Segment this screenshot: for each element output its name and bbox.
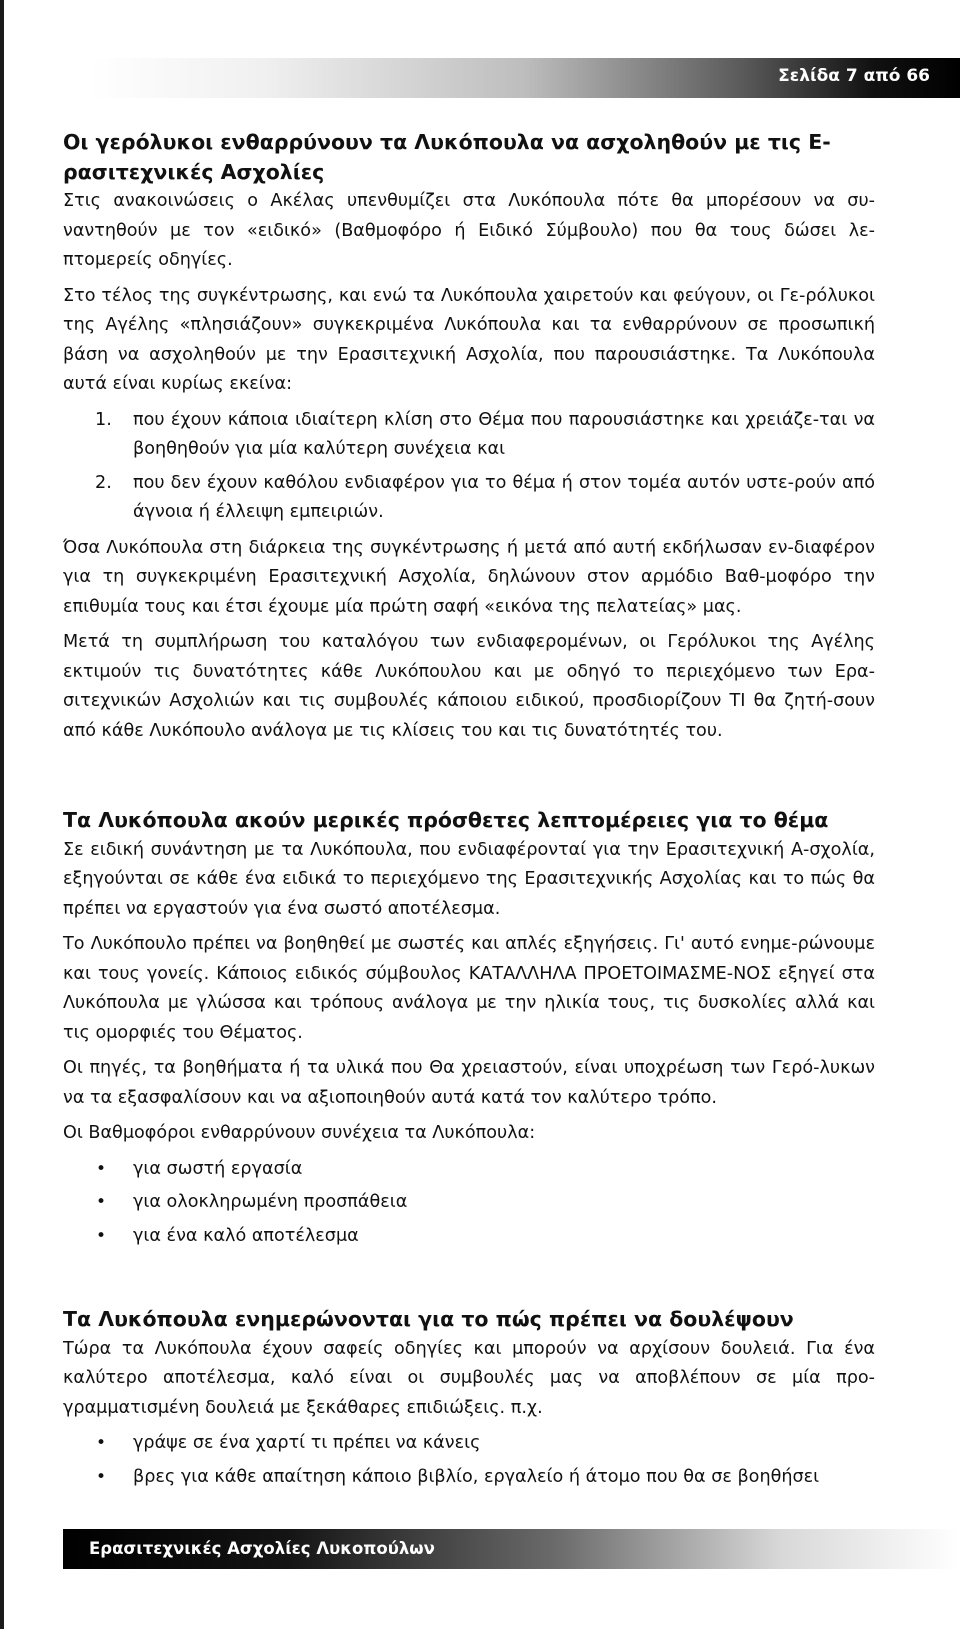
page-footer-bar [63, 1529, 960, 1569]
list-item-text: που δεν έχουν καθόλου ενδιαφέρον για το θέμα ή στον τομέα αυτόν υστε-ρούν από άγνοια ή έλλειψη εμπειριών. [133, 472, 875, 522]
paragraph: Όσα Λυκόπουλα στη διάρκεια της συγκέντρωσης ή μετά από αυτή εκδήλωσαν εν-διαφέρον για τη συγκεκριμένη Ερασιτεχνική Ασχολία, δηλώνουν στον αρμόδιο Βαθ-μοφόρο την επιθυμία τους και έτσι έχουμε μία πρώτη σαφή «εικόνα της πελατείας» μας. [63, 537, 875, 617]
section-heading: Τα Λυκόπουλα ακούν μερικές πρόσθετες λεπτομέρειες για το θέμα [63, 808, 829, 832]
bullet-icon: • [96, 1192, 107, 1212]
list-item [63, 406, 875, 465]
section-heading: Τα Λυκόπουλα ενημερώνονται για το πώς πρέπει να δουλέψουν [63, 1307, 794, 1331]
paragraph: Οι Βαθμοφόροι ενθαρρύνουν συνέχεια τα Λυκόπουλα: [63, 1123, 536, 1143]
paragraph: Σε ειδική συνάντηση με τα Λυκόπουλα, που ενδιαφέρονταί για την Ερασιτεχνική Α-σχολία, εξηγούνται σε κάθε ένα ειδικά το περιεχόμενο της Ερασιτεχνικής Ασχολίας και το πώς θα πρέπει να εργαστούν για ένα σωστό αποτέλεσμα. [63, 839, 875, 919]
bullet-item [63, 1188, 875, 1218]
footer-title: Ερασιτεχνικές Ασχολίες Λυκοπούλων [89, 1539, 435, 1558]
list-number: 1. [95, 409, 112, 430]
bullet-icon: • [96, 1158, 107, 1179]
paragraph: Στις ανακοινώσεις ο Ακέλας υπενθυμίζει στα Λυκόπουλα πότε θα μπορέσουν να συ-ναντηθούν με τον «ειδικό» (Βαθμοφόρο ή Ειδικό Σύμβουλο) που θα τους δώσει λε-πτομερείς οδηγίες. [63, 191, 875, 270]
paragraph: Στο τέλος της συγκέντρωσης, και ενώ τα Λυκόπουλα χαιρετούν και φεύγουν, οι Γε-ρόλυκοι της Αγέλης «πλησιάζουν» συγκεκριμένα Λυκόπουλα και τα ενθαρρύνουν σε προσωπική βάση να ασχοληθούν με την Ερασιτεχνική Ασχολία, που παρουσιάστηκε. Τα Λυκόπουλα αυτά είναι κυρίως εκείνα: [63, 285, 875, 394]
bullet-icon: • [96, 1466, 107, 1487]
bullet-item [63, 1429, 875, 1459]
paragraph: Μετά τη συμπλήρωση του καταλόγου των ενδιαφερομένων, οι Γερόλυκοι της Αγέλης εκτιμούν τις δυνατότητες κάθε Λυκόπουλου και με οδηγό το περιεχόμενο των Ερα-σιτεχνικών Ασχολιών και τις συμβουλές κάποιου ειδικού, προσδιορίζουν ΤΙ θα ζητή-σουν από κάθε Λυκόπουλο ανάλογα με τις κλίσεις του και τις δυνατότητές του. [63, 632, 875, 741]
bullet-text: για ένα καλό αποτέλεσμα [133, 1225, 359, 1246]
bullet-icon: • [96, 1433, 107, 1453]
numbered-list [63, 406, 875, 528]
bullet-text: γράψε σε ένα χαρτί τι πρέπει να κάνεις [133, 1433, 481, 1453]
bullet-item [63, 1155, 875, 1185]
paragraph: Οι πηγές, τα βοηθήματα ή τα υλικά που Θα χρειαστούν, είναι υποχρέωση των Γερό-λυκων να τα εξασφαλίσουν και να αξιοποιηθούν αυτά κατά τον καλύτερο τρόπο. [63, 1058, 875, 1108]
bullet-icon: • [96, 1225, 107, 1246]
section-heading: Οι γερόλυκοι ενθαρρύνουν τα Λυκόπουλα να ασχοληθούν με τις Ε-ρασιτεχνικές Ασχολίες [63, 130, 831, 184]
bullet-list [63, 1155, 875, 1252]
list-item [63, 469, 875, 528]
page-number: Σελίδα 7 από 66 [778, 66, 930, 86]
bullet-text: για ολοκληρωμένη προσπάθεια [133, 1192, 408, 1212]
list-number: 2. [95, 472, 112, 493]
paragraph: Τώρα τα Λυκόπουλα έχουν σαφείς οδηγίες και μπορούν να αρχίσουν δουλειά. Για ένα καλύτερο αποτέλεσμα, καλό είναι οι συμβουλές μας να αποβλέπουν σε μία προ-γραμματισμένη δουλειά με ξεκάθαρες επιδιώξεις. π.χ. [63, 1338, 875, 1418]
bullet-item [63, 1463, 875, 1493]
document-body [63, 128, 875, 1498]
section-spacer [63, 1257, 875, 1305]
bullet-text: βρες για κάθε απαίτηση κάποιο βιβλίο, εργαλείο ή άτομο που θα σε βοηθήσει [133, 1466, 820, 1487]
section-spacer [63, 752, 875, 806]
list-item-text: που έχουν κάποια ιδιαίτερη κλίση στο Θέμα που παρουσιάστηκε και χρειάζε-ται να βοηθηθούν για μία καλύτερη συνέχεια και [133, 409, 875, 459]
bullet-item [63, 1222, 875, 1252]
bullet-list [63, 1429, 875, 1492]
paragraph: Το Λυκόπουλο πρέπει να βοηθηθεί με σωστές και απλές εξηγήσεις. Γι' αυτό ενημε-ρώνουμε και τους γονείς. Κάποιος ειδικός σύμβουλος ΚΑΤΑΛΛΗΛΑ ΠΡΟΕΤΟΙΜΑΣΜΕ-ΝΟΣ εξηγεί στα Λυκόπουλα με γλώσσα και τρόπους ανάλογα με την ηλικία τους, τις δυσκολίες αλλά και τις ομορφιές του Θέματος. [63, 934, 875, 1043]
page-edge-line [0, 0, 4, 1629]
bullet-text: για σωστή εργασία [133, 1158, 303, 1179]
page-header-bar [90, 58, 960, 98]
